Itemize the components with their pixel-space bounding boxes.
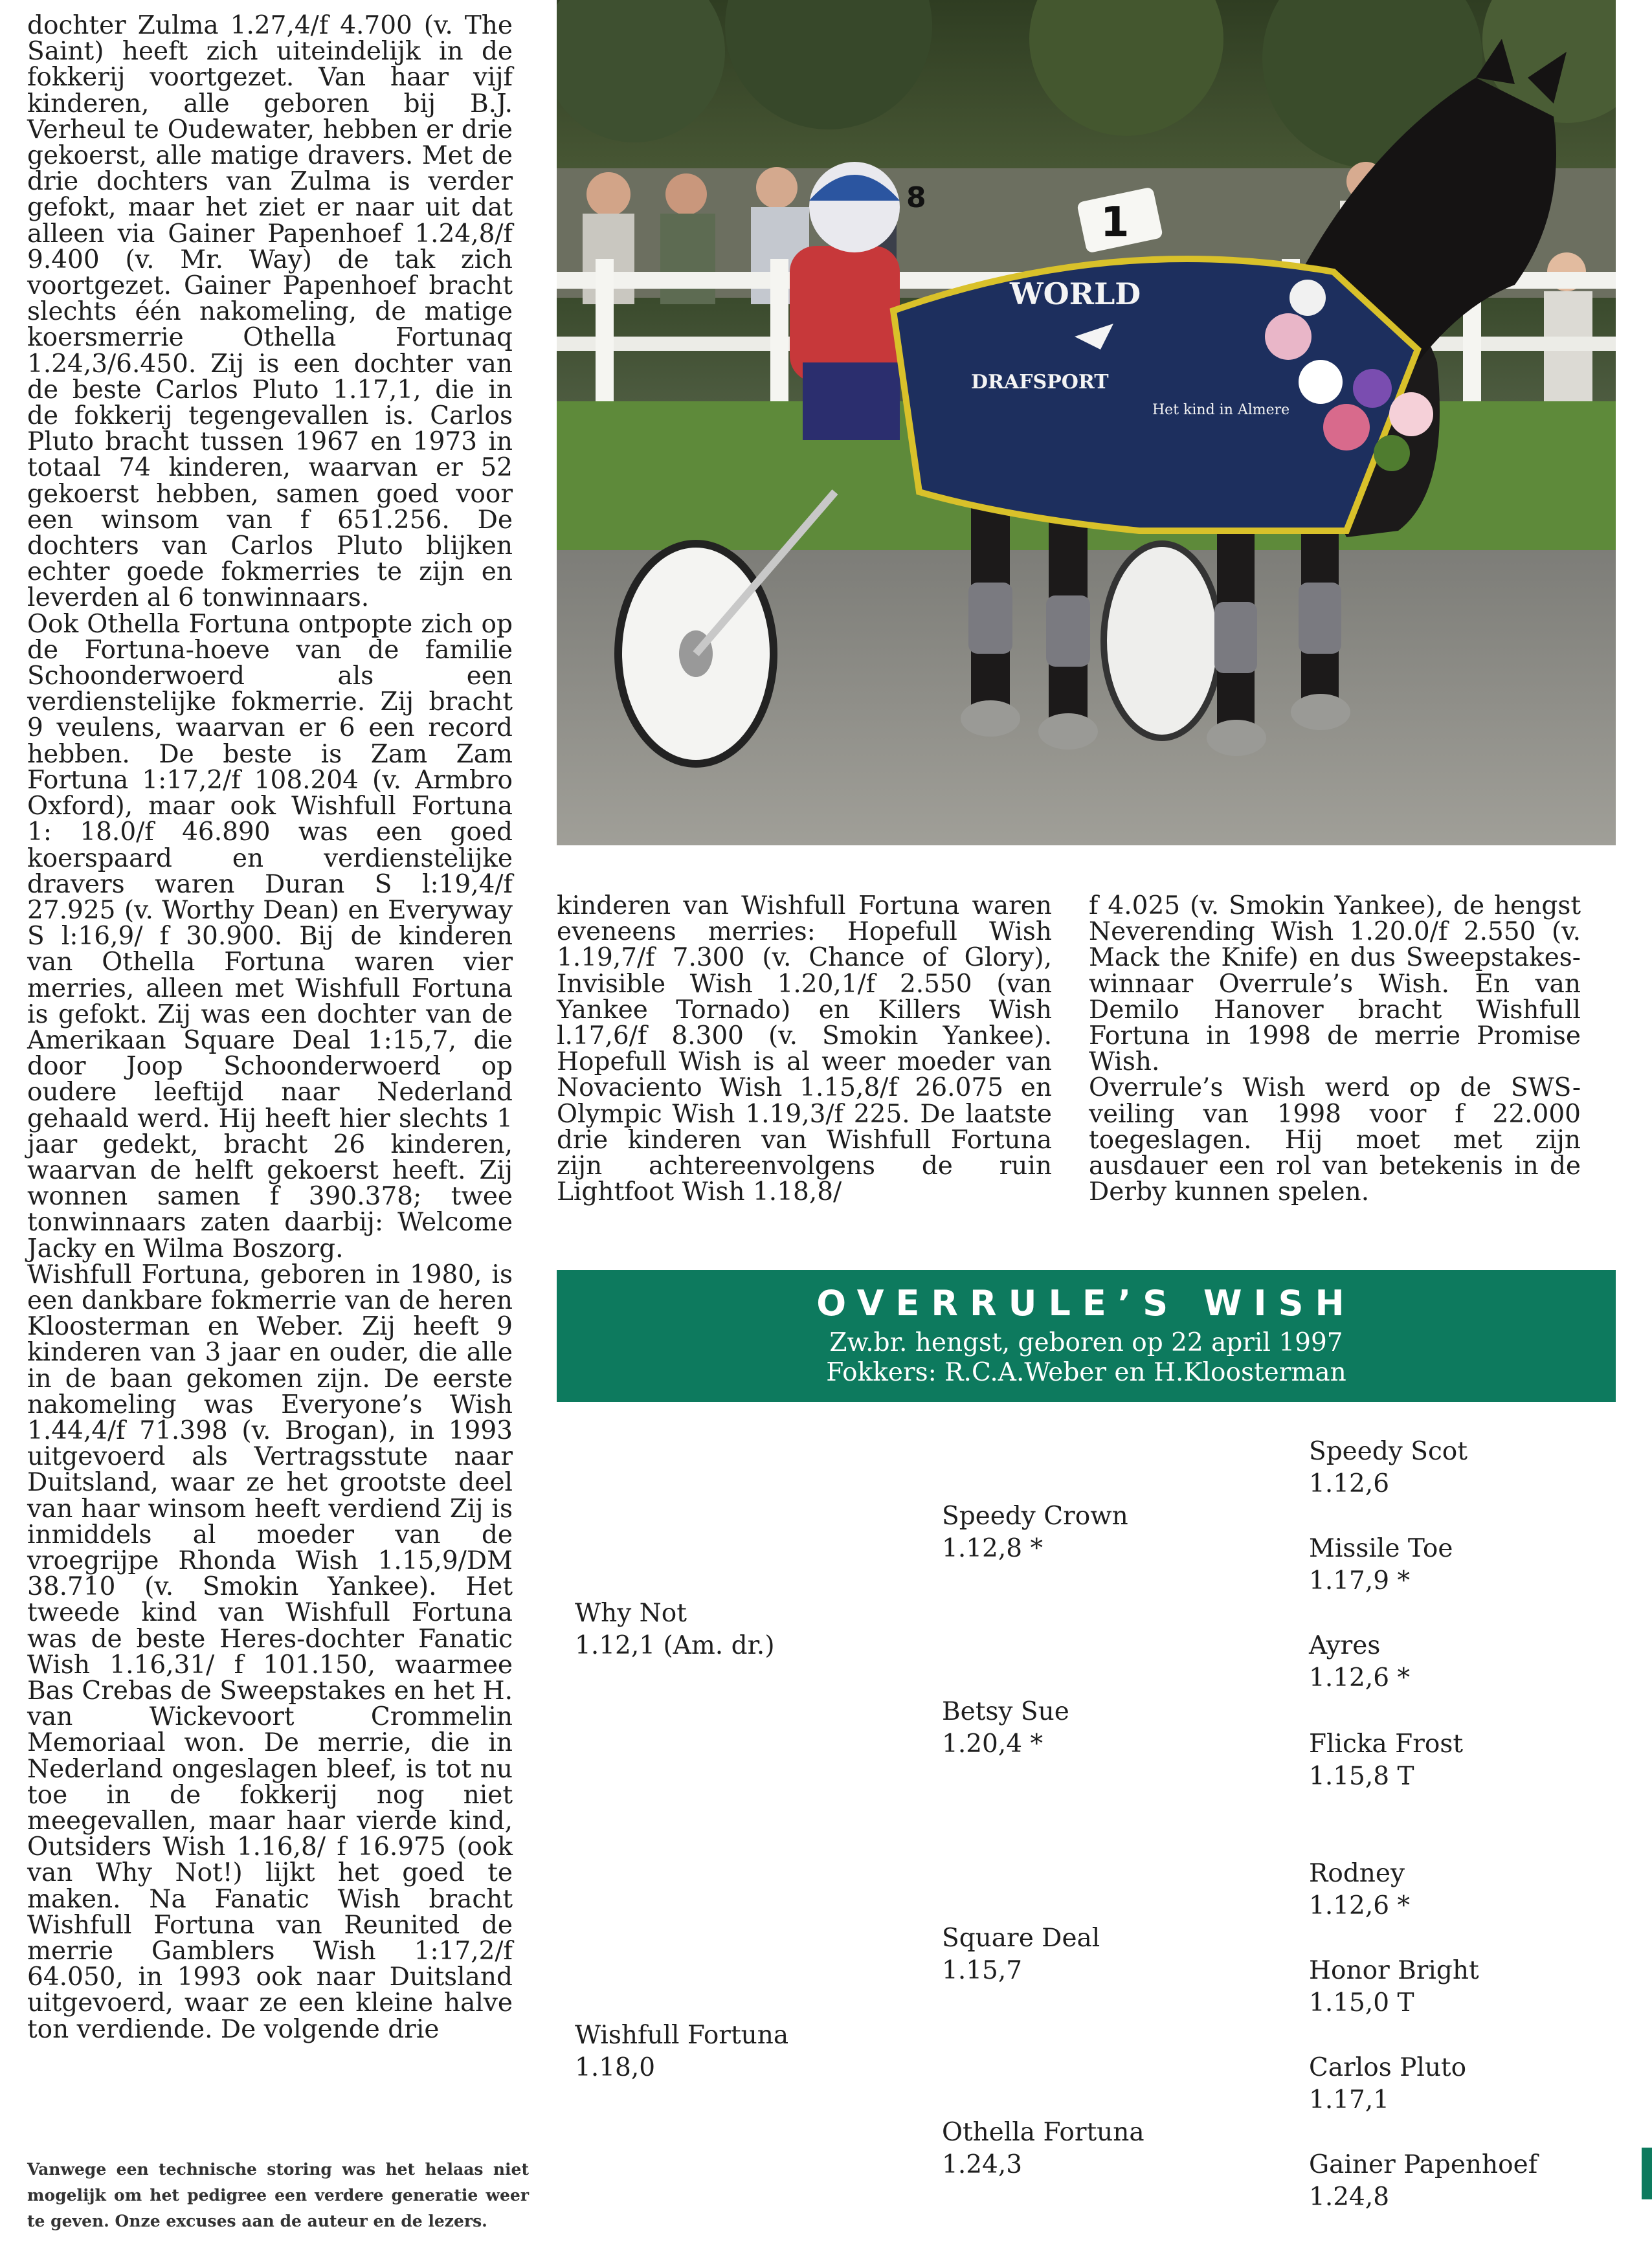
pedigree-record: 1.12,6 * — [1309, 1663, 1410, 1693]
pedigree-record: 1.24,3 — [942, 2150, 1023, 2179]
pedigree-name: Betsy Sue — [942, 1697, 1069, 1726]
pedigree-record: 1.15,0 T — [1309, 1988, 1414, 2018]
pedigree-dam-sire — [942, 1922, 1100, 1987]
pedigree-sire-dam — [942, 1696, 1069, 1761]
pedigree-record: 1.24,8 — [1309, 2183, 1390, 2212]
pedigree-name: Flicka Frost — [1309, 1729, 1463, 1759]
paragraph: Wishfull Fortuna, geboren in 1980, is een dankbare fokmerrie van de heren Kloosterman en Weber. Zij heeft 9 kinderen van 3 jaar en ouder, die alle in de baan gekomen zijn. De eerste nakomeling was Everyone’s Wish 1.44,4/f 71.398 (v. Brogan), in 1993 uitgevoerd als Vertragsstute naar Duitsland, waar ze het grootste deel van haar winsom heeft verdiend Zij is inmiddels al moeder van de vroegrijpe Rhonda Wish 1.15,9/DM 38.710 (v. Smokin Yankee). Het tweede kind van Wishfull Fortuna was de beste Heres-dochter Fanatic Wish 1.16,31/ f 101.150, waarmee Bas Crebas de Sweepstakes en het H. van Wickevoort Crommelin Memoriaal won. De merrie, die in Nederland ongeslagen bleef, is tot nu toe in de fokkerij nog niet meegevallen, maar haar vierde kind, Outsiders Wish 1.16,8/ f 16.975 (ook van Why Not!) lijkt het goed te maken. Na Fanatic Wish bracht Wishfull Fortuna van Reunited de merrie Gamblers Wish 1:17,2/f 64.050, in 1993 ook naar Duitsland uitgevoerd, waar ze een kleine halve ton verdiende. De volgende drie — [27, 1260, 513, 2044]
pedigree-name: Missile Toe — [1309, 1534, 1453, 1563]
pedigree-name: Carlos Pluto — [1309, 2053, 1467, 2082]
pedigree-g3 — [1309, 2149, 1537, 2214]
pedigree-name: Rodney — [1309, 1859, 1405, 1888]
pedigree-record: 1.12,8 * — [942, 1534, 1043, 1563]
pedigree-name: Othella Fortuna — [942, 2118, 1144, 2147]
pedigree-record: 1.18,0 — [575, 2053, 656, 2082]
pedigree-record: 1.17,9 * — [1309, 1566, 1410, 1595]
pedigree-sire-sire — [942, 1500, 1128, 1565]
pedigree-g3 — [1309, 1630, 1410, 1695]
pedigree-sire — [575, 1597, 775, 1662]
horse-description: Zw.br. hengst, geboren op 22 april 1997 — [829, 1328, 1343, 1357]
pedigree-g3 — [1309, 1955, 1479, 2019]
paragraph: Ook Othella Fortuna ontpopte zich op de Fortuna-hoeve van de familie Schoonderwoerd als een verdienstelijke fokmerrie. Zij bracht 9 veulens, waarvan er 6 een record hebben. De beste is Zam Zam Fortuna 1:17,2/f 108.204 (v. Armbro Oxford), maar ook Wishfull Fortuna 1: 18.0/f 46.890 was een goed koerspaard en verdienstelijke dravers waren Duran S l:19,4/f 27.925 (v. Worthy Dean) en Everyway S l:16,9/ f 30.900. Bij de kinderen van Othella Fortuna waren vier merries, alleen met Wishfull Fortuna is gefokt. Zij was een dochter van de Amerikaan Square Deal 1:15,7, die door Joop Schoonderwoerd op oudere leeftijd naar Nederland gehaald werd. Hij heeft hier slechts 1 jaar gedekt, bracht 26 kinderen, waarvan de helft gekoerst heeft. Zij wonnen samen f 390.378; twee tonwinnaars zaten daarbij: Welcome Jacky en Wilma Boszorg. — [27, 609, 513, 1263]
paragraph: dochter Zulma 1.27,4/f 4.700 (v. The Saint) heeft zich uiteindelijk in de fokkerij voortgezet. Van haar vijf kinderen, alle geboren bij B.J. Verheul te Oudewater, hebben er drie gekoerst, alle matige dravers. Met de drie dochters van Zulma is verder gefokt, maar het ziet er naar uit dat alleen via Gainer Papenhoef 1.24,8/f 9.400 (v. Mr. Way) de tak zich voortgezet. Gainer Papenhoef bracht slechts één nakomeling, de matige koersmerrie Othella Fortunaq 1.24,3/6.450. Zij is een dochter van de beste Carlos Pluto 1.17,1, die in de fokkerij tegengevallen is. Carlos Pluto bracht tussen 1967 en 1973 in totaal 74 kinderen, waarvan er 52 gekoerst hebben, samen goed voor een winsom van f 651.256. De dochters van Carlos Pluto blijken echter goede fokmerries te zijn en leverden al 6 tonwinnaars. — [27, 11, 513, 613]
horse-blanket — [893, 259, 1418, 531]
pedigree-record: 1.15,8 T — [1309, 1762, 1414, 1791]
pedigree-name: Ayres — [1309, 1631, 1381, 1660]
pedigree-record: 1.12,6 * — [1309, 1891, 1410, 1920]
pedigree-record: 1.17,1 — [1309, 2085, 1390, 2115]
paragraph: Overrule’s Wish werd op de SWS-veiling van 1998 voor f 22.000 toegeslagen. Hij moet met zijn ausdauer een rol van betekenis in de Derby kunnen spelen. — [1089, 1073, 1581, 1207]
pedigree-g3 — [1309, 2052, 1466, 2117]
paragraph: kinderen van Wishfull Fortuna waren eveneens merries: Hopefull Wish 1.19,7/f 7.300 (v. Chance of Glory), Invisible Wish 1.20,1/f 2.550 (van Yankee Tornado) en Killers Wish l.17,6/f 8.300 (v. Smokin Yankee). Hopefull Wish is al weer moeder van Novaciento Wish 1.15,8/f 26.075 en Olympic Wish 1.19,3/f 225. De laatste drie kinderen van Wishfull Fortuna zijn achtereenvolgens de ruin Lightfoot Wish 1.18,8/ — [557, 891, 1052, 1207]
pedigree-name: Gainer Papenhoef — [1309, 2150, 1538, 2179]
article-left-column — [27, 13, 513, 2043]
pedigree-name: Wishfull Fortuna — [575, 2021, 789, 2050]
page-edge-tab — [1642, 2148, 1652, 2199]
pedigree-record: 1.15,7 — [942, 1956, 1023, 1985]
pedigree-record: 1.12,6 — [1309, 1469, 1390, 1498]
pedigree-record: 1.20,4 * — [942, 1729, 1043, 1759]
blanket-text: WORLD — [1010, 276, 1141, 311]
paragraph: f 4.025 (v. Smokin Yankee), de hengst Neverending Wish 1.20.0/f 2.550 (v. Mack the Knife) en dus Sweepstakes-winnaar Overrule’s Wish. En van Demilo Hanover bracht Wishfull Fortuna in 1998 de merrie Promise Wish. — [1089, 891, 1581, 1077]
pedigree-dam-dam — [942, 2117, 1144, 2181]
pedigree-g3 — [1309, 1728, 1463, 1793]
pedigree-g3 — [1309, 1436, 1468, 1500]
article-middle-column — [557, 893, 1052, 1205]
blanket-text: DRAFSPORT — [971, 371, 1109, 394]
article-right-column — [1089, 893, 1581, 1205]
photo-illustration — [557, 0, 1616, 845]
blanket-text: Het kind in Almere — [1152, 402, 1290, 418]
pedigree-name: Square Deal — [942, 1924, 1100, 1953]
pedigree-name: Speedy Scot — [1309, 1437, 1468, 1466]
pedigree-header — [557, 1270, 1616, 1402]
pedigree-record: 1.12,1 (Am. dr.) — [575, 1631, 775, 1660]
pedigree-name: Speedy Crown — [942, 1502, 1128, 1531]
svg-text:1: 1 — [1100, 199, 1130, 247]
pedigree-name: Why Not — [575, 1599, 687, 1628]
pedigree-name: Honor Bright — [1309, 1956, 1479, 1985]
harness-race-photo — [557, 0, 1616, 845]
horse-name: OVERRULE’S WISH — [816, 1283, 1356, 1324]
pedigree-dam — [575, 2019, 788, 2084]
pedigree-g3 — [1309, 1858, 1410, 1922]
pedigree-g3 — [1309, 1533, 1453, 1597]
footnote: Vanwege een technische storing was het helaas niet mogelijk om het pedigree een verdere generatie weer te geven. Onze excuses aan de auteur en de lezers. — [27, 2160, 529, 2230]
helmet-number: 8 — [906, 181, 926, 214]
horse-breeders: Fokkers: R.C.A.Weber en H.Kloosterman — [826, 1358, 1346, 1387]
